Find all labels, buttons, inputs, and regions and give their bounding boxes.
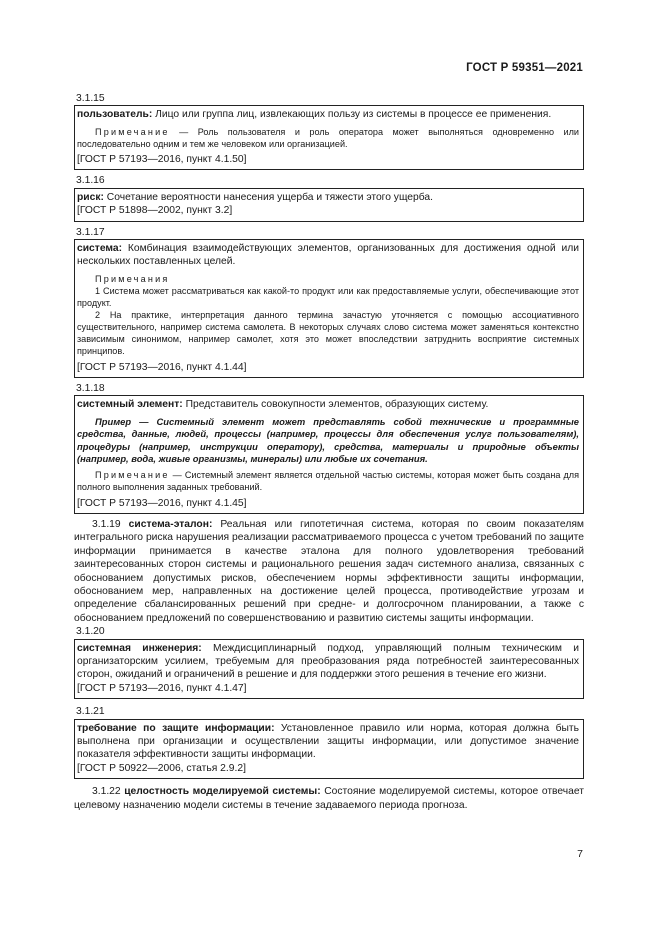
term-name: система-эталон: [128,518,213,530]
term-number: 3.1.19 [92,518,121,530]
term-definition: Установленное правило или норма, которая должна быть выполнена при организации и осуществлении защиты информации, или допустимое значение показателя эффективности защиты информации. [77,722,579,761]
note-text: — Роль пользователя и роль оператора может выполняться одновременно или последовательно одним и тем же человеком или организацией. [77,126,579,149]
document-body [74,92,584,812]
note-label: Примечание [95,126,170,137]
term-definition: Состояние моделируемой системы, которое отвечает целевому назначению модели системы в течение задаваемого периода прогноза. [74,786,584,811]
term-definition: Комбинация взаимодействующих элементов, организованных для достижения одной или нескольких поставленных целей. [77,243,579,268]
term-definition: Лицо или группа лиц, извлекающих пользу из системы в процессе ее применения. [152,109,552,121]
term-name: системный элемент: [77,399,183,411]
term-number: 3.1.21 [76,706,105,718]
term-name: требование по защите информации: [77,722,275,734]
document-code: ГОСТ Р 59351—2021 [466,62,583,74]
term-paragraph-model-integrity [74,785,584,812]
term-number: 3.1.20 [76,626,105,638]
term-definition: Сочетание вероятности нанесения ущерба и тяжести этого ущерба. [103,191,434,203]
page-number: 7 [577,848,583,860]
term-definition: Представитель совокупности элементов, образующих систему. [182,399,489,411]
term-paragraph-reference-system [74,518,584,625]
term-reference: [ГОСТ Р 57193—2016, пункт 4.1.45] [77,497,247,509]
note-item: 2 На практике, интерпретация данного термина зачастую уточняется с помощью ассоциативного существительного, например система самолета. В некоторых случаях слово система может заменяться контекстно зависимым синонимом, например самолет, хотя это может впоследствии затруднить восприятие системных принципов. [77,310,579,357]
note-item: 1 Система может рассматриваться как какой-то продукт или как предоставляемые услуги, обеспечивающие этот продукт. [77,285,579,309]
term-name: системная инженерия: [77,642,202,654]
term-name: целостность моделируемой системы: [124,786,321,798]
term-box-risk [74,188,584,222]
term-box-security-requirement [74,719,584,780]
term-reference: [ГОСТ Р 51898—2002, пункт 3.2] [77,205,233,217]
term-name: пользователь: [77,109,153,121]
term-reference: [ГОСТ Р 57193—2016, пункт 4.1.47] [77,682,247,694]
note-label: Примечание [95,470,170,481]
term-box-system [74,239,584,378]
note-text: — Системный элемент является отдельной частью системы, которая может быть создана для полного выполнения заданных требований. [77,470,579,493]
term-number: 3.1.16 [76,175,105,187]
term-box-user [74,105,584,170]
term-name: система: [77,243,123,255]
term-definition: Реальная или гипотетичная система, которая по своим показателям интегрального риска нарушения реализации рассматриваемого процесса с учетом требований по защите информации принимается в качестве эталона для полного удовлетворения требований заинтересованных сторон системы и рационального решения задач системного анализа, связанных с обоснованием допустимых рисков, обеспечением нормы эффективности защиты информации, обоснованием мер, направленных на достижение целей процесса, противодействие угрозам и определение сбалансированных решений при средне- и долгосрочном планировании, а также с обоснованием предложений по совершенствованию и развитию системы защиты информации. [74,518,584,624]
term-reference: [ГОСТ Р 57193—2016, пункт 4.1.44] [77,361,247,373]
notes-label: Примечания [95,273,170,284]
term-reference: [ГОСТ Р 50922—2006, статья 2.9.2] [77,762,246,774]
term-number: 3.1.22 [92,786,121,798]
term-number: 3.1.17 [76,226,105,238]
term-definition: Междисциплинарный подход, управляющий полным техническим и организаторским усилием, требуемым для преобразования ряда потребностей заинтересованных сторон, ожиданий и ограничений в решение и для поддержки этого решения в течение его жизни. [77,642,579,681]
term-box-system-element [74,395,584,514]
term-box-systems-engineering [74,639,584,700]
term-name: риск: [77,191,104,203]
example-text: Пример — Системный элемент может представлять собой технические и программные средства, данные, людей, процессы (например, процессы для обеспечения услуг пользователям), процедуры (например, инструкции оператору), средства, материалы и природные объекты (например, вода, живые организмы, минералы) или любые их сочетания. [77,415,579,464]
term-number: 3.1.15 [76,93,105,104]
term-number: 3.1.18 [76,382,105,394]
term-reference: [ГОСТ Р 57193—2016, пункт 4.1.50] [77,154,247,165]
